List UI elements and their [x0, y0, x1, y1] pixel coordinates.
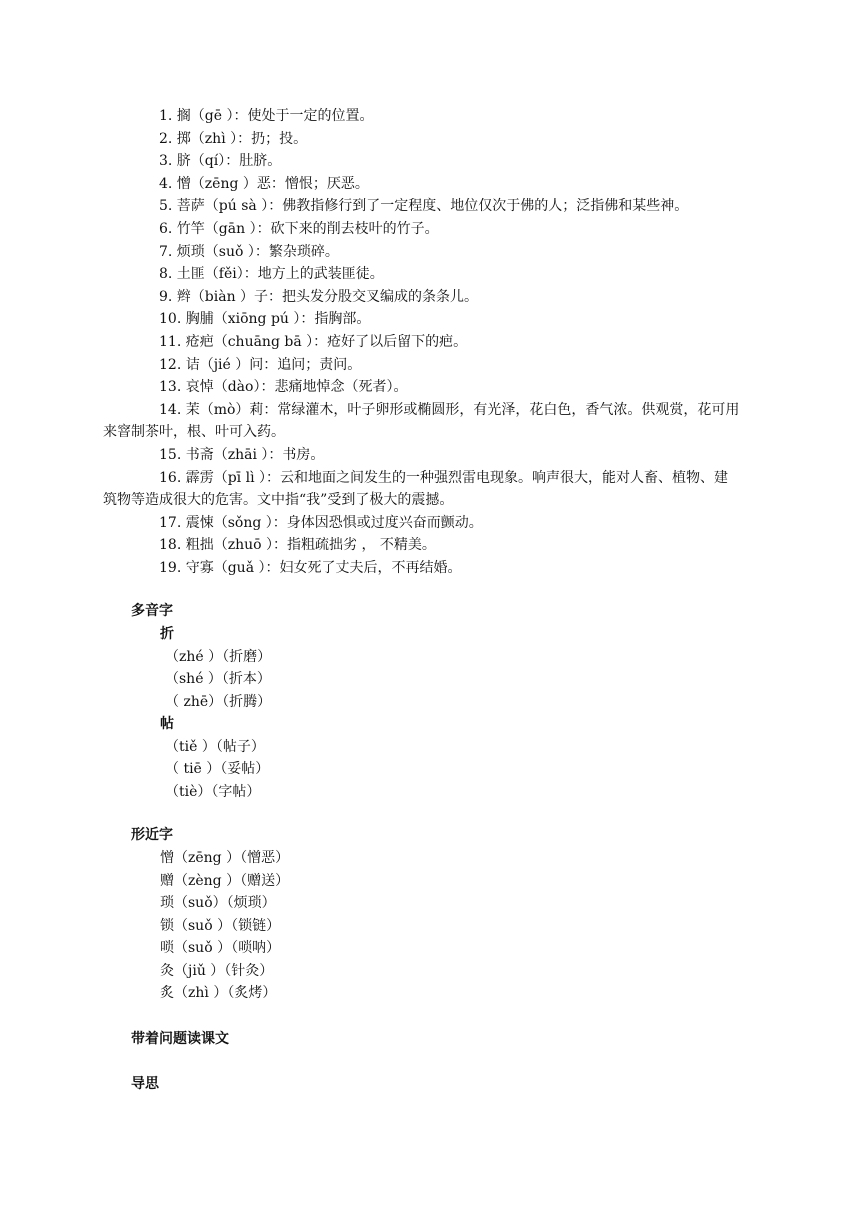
polyphonic-groups: [131, 623, 271, 803]
similar-char-item: 灸（jiǔ ）（针灸）: [160, 962, 274, 979]
similar-char-item: 琐（suǒ）（烦琐）: [160, 895, 276, 911]
polyphonic-char: 帖: [160, 716, 174, 732]
vocab-item: 11. 疮疤（chuāng bā ）：疮好了以后留下的疤。: [159, 333, 468, 350]
vocab-item: 12. 诘（jié ）问：追问；责问。: [159, 356, 362, 373]
vocab-item: 16. 霹雳（pī lì ）：云和地面之间发生的一种强烈雷电现象。响声很大，能对人畜、植物、建筑物等造成很大的危害。文中指“我”受到了极大的震撼。: [103, 469, 729, 509]
vocab-item: 2. 掷（zhì ）：扔；投。: [159, 130, 308, 147]
polyphonic-reading: （ tiē ）（妥帖）: [165, 761, 270, 777]
vocab-item: 15. 书斋（zhāi ）：书房。: [159, 446, 325, 463]
section-title-polyphonic: 多音字: [131, 603, 173, 619]
similar-chars-list: [131, 847, 289, 1005]
vocabulary-list: [103, 105, 741, 579]
polyphonic-reading: （ zhē）（折腾）: [165, 693, 272, 710]
vocab-item: 13. 哀悼（dào）：悲痛地悼念（死者）。: [159, 379, 408, 396]
similar-char-item: 赠（zèng ）（赠送）: [160, 872, 290, 889]
vocab-item: 3. 脐（qí）：肚脐。: [159, 153, 282, 170]
vocab-item: 1. 搁（gē ）：使处于一定的位置。: [159, 108, 374, 124]
polyphonic-reading: （tiě ）（帖子）: [165, 738, 265, 755]
vocab-item: 10. 胸脯（xiōng pú ）：指胸部。: [159, 311, 371, 328]
polyphonic-char: 折: [160, 626, 174, 642]
vocab-item: 17. 震悚（sǒng ）：身体因恐惧或过度兴奋而颤动。: [159, 514, 483, 531]
vocab-item: 19. 守寡（guǎ ）：妇女死了丈夫后，不再结婚。: [159, 559, 462, 576]
vocab-item: 8. 土匪（fěi）：地方上的武装匪徒。: [159, 266, 384, 283]
polyphonic-reading: （zhé ）（折磨）: [165, 648, 272, 665]
similar-char-item: 憎（zēng ）（憎恶）: [160, 850, 290, 866]
vocab-item: 6. 竹竿（gān ）：砍下来的削去枝叶的竹子。: [159, 220, 439, 237]
vocab-item: 14. 茉（mò）莉：常绿灌木，叶子卵形或椭圆形，有光泽，花白色，香气浓。供观赏，花可用来窨制茶叶，根、叶可入药。: [103, 401, 740, 441]
vocab-item: 4. 憎（zēng ）恶：憎恨；厌恶。: [159, 175, 369, 192]
similar-char-item: 唢（suǒ ）（唢呐）: [160, 940, 281, 956]
vocab-item: 9. 辫（biàn ）子：把头发分股交叉编成的条条儿。: [159, 288, 479, 305]
similar-char-item: 锁（suǒ ）（锁链）: [160, 917, 281, 934]
vocab-item: 7. 烦琐（suǒ ）：繁杂琐碎。: [159, 243, 339, 260]
similar-char-item: 炙（zhì ）（炙烤）: [160, 985, 277, 1001]
polyphonic-reading: （tiè）（字帖）: [165, 783, 261, 800]
section-title-read-with-questions: 带着问题读课文: [131, 1031, 229, 1047]
section-title-similar: 形近字: [131, 827, 173, 843]
polyphonic-reading: （shé ）（折本）: [165, 671, 271, 687]
section-title-guide: 导思: [131, 1076, 159, 1092]
vocab-item: 18. 粗拙（zhuō ）：指粗疏拙劣 ， 不精美。: [159, 537, 436, 554]
vocab-item: 5. 菩萨（pú sà ）：佛教指修行到了一定程度、地位仅次于佛的人；泛指佛和某些神。: [159, 198, 689, 215]
